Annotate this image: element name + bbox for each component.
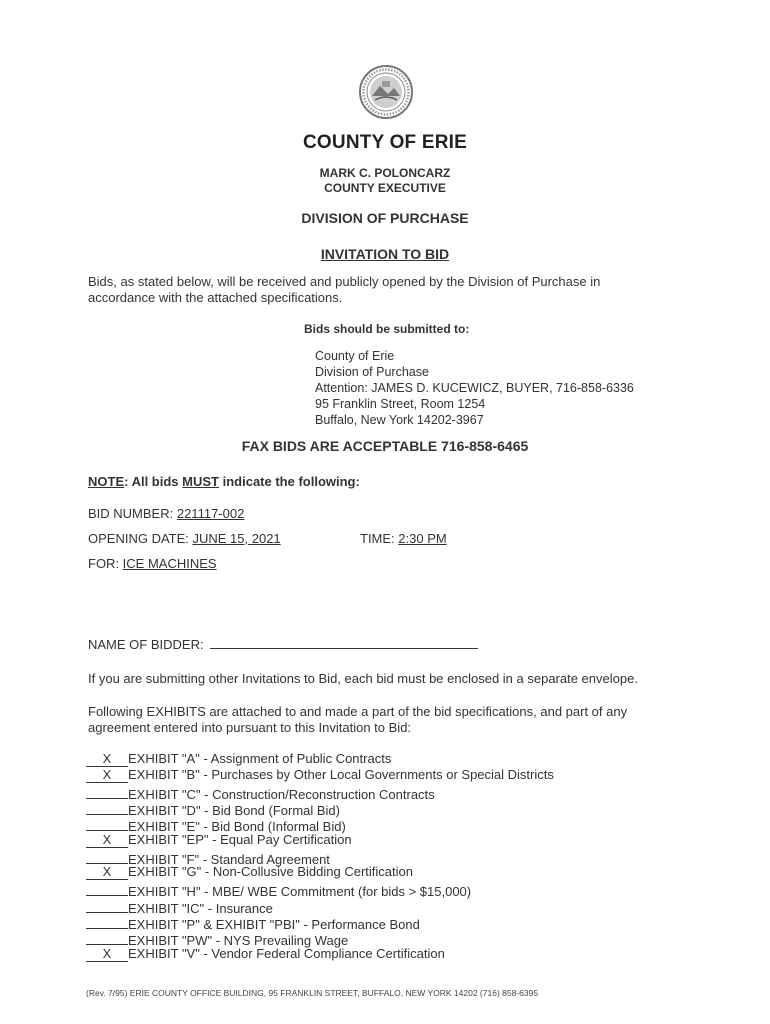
executive-name: MARK C. POLONCARZ [319, 166, 451, 180]
division-title: DIVISION OF PURCHASE [301, 210, 469, 226]
intro-line-2: accordance with the attached specifications. [88, 290, 343, 305]
exhibit-text: EXHIBIT "C" - Construction/Reconstruction Contracts [128, 787, 435, 802]
exhibit-mark [86, 783, 128, 799]
exhibit-text: EXHIBIT "PW" - NYS Prevailing Wage [128, 933, 349, 948]
exhibit-item [86, 864, 413, 880]
exhibit-mark [86, 815, 128, 831]
address-line: Buffalo, New York 14202-3967 [315, 413, 484, 427]
opening-date-line [88, 531, 281, 546]
bid-number-line [88, 506, 244, 521]
county-name: COUNTY OF ERIE [303, 132, 467, 153]
exhibit-item [86, 767, 554, 783]
bidder-name-field[interactable] [210, 636, 478, 649]
exhibit-item [86, 832, 352, 848]
exhibit-mark [86, 799, 128, 815]
exhibit-mark: X [86, 832, 128, 848]
exhibit-text: EXHIBIT "EP" - Equal Pay Certification [128, 832, 352, 847]
address-line: County of Erie [315, 349, 395, 363]
note-must: MUST [182, 474, 219, 489]
opening-date-value: JUNE 15, 2021 [192, 531, 281, 546]
note-text-pre: : All bids [124, 474, 183, 489]
for-value: ICE MACHINES [122, 556, 217, 571]
note-text-post: indicate the following: [219, 474, 360, 489]
footer-address: (Rev. 7/95) ERIE COUNTY OFFICE BUILDING, 95 FRANKLIN STREET, BUFFALO, NEW YORK 14202 (716) 858-6395 [86, 988, 539, 998]
exhibit-mark [86, 848, 128, 864]
for-line [88, 556, 217, 571]
exhibit-text: EXHIBIT "IC" - Insurance [128, 901, 273, 916]
exhibit-mark: X [86, 864, 128, 880]
exhibits-intro-line-2: agreement entered into pursuant to this Invitation to Bid: [88, 720, 412, 735]
exhibit-mark [86, 897, 128, 913]
exhibit-mark [86, 913, 128, 929]
for-label: FOR: [88, 556, 123, 571]
document-title: INVITATION TO BID [320, 246, 450, 262]
exhibit-text: EXHIBIT "A" - Assignment of Public Contracts [128, 751, 392, 766]
time-line [360, 531, 447, 546]
exhibit-item [86, 946, 445, 962]
time-value: 2:30 PM [398, 531, 447, 546]
bid-number-value: 221117-002 [176, 506, 245, 521]
fax-notice: FAX BIDS ARE ACCEPTABLE 716-858-6465 [241, 438, 529, 454]
address-line: Division of Purchase [315, 365, 429, 379]
exhibit-text: EXHIBIT "G" - Non-Collusive Bidding Certification [128, 864, 413, 879]
bidder-name-line [88, 636, 478, 652]
note-line [88, 474, 360, 489]
address-line: 95 Franklin Street, Room 1254 [315, 397, 486, 411]
exhibit-text: EXHIBIT "F" - Standard Agreement [128, 852, 330, 867]
bid-number-label: BID NUMBER: [88, 506, 177, 521]
exhibit-mark [86, 929, 128, 945]
opening-date-label: OPENING DATE: [88, 531, 193, 546]
exhibit-mark [86, 880, 128, 896]
exhibit-mark: X [86, 767, 128, 783]
intro-line-1: Bids, as stated below, will be received and publicly opened by the Division of Purchase in [88, 274, 601, 289]
exhibit-mark: X [86, 946, 128, 962]
exhibit-text: EXHIBIT "H" - MBE/ WBE Commitment (for bids > $15,000) [128, 884, 472, 899]
exhibit-text: EXHIBIT "E" - Bid Bond (Informal Bid) [128, 819, 346, 834]
exhibit-text: EXHIBIT "P" & EXHIBIT "PBI" - Performance Bond [128, 917, 420, 932]
note-label: NOTE [88, 474, 125, 489]
exhibit-text: EXHIBIT "V" - Vendor Federal Compliance Certification [128, 946, 445, 961]
exhibit-mark: X [86, 751, 128, 767]
exhibit-text: EXHIBIT "D" - Bid Bond (Formal Bid) [128, 803, 340, 818]
address-line: Attention: JAMES D. KUCEWICZ, BUYER, 716-858-6336 [315, 381, 634, 395]
bidder-name-label: NAME OF BIDDER: [88, 637, 204, 652]
exhibit-item [86, 751, 391, 767]
county-seal-icon [358, 64, 414, 120]
exhibit-text: EXHIBIT "B" - Purchases by Other Local Governments or Special Districts [128, 767, 554, 782]
executive-title: COUNTY EXECUTIVE [324, 181, 446, 195]
submit-heading: Bids should be submitted to: [304, 322, 470, 336]
separate-envelope-note: If you are submitting other Invitations to Bid, each bid must be enclosed in a separate envelope. [88, 671, 638, 686]
exhibits-intro-line-1: Following EXHIBITS are attached to and made a part of the bid specifications, and part of any [88, 704, 628, 719]
time-label: TIME: [360, 531, 399, 546]
